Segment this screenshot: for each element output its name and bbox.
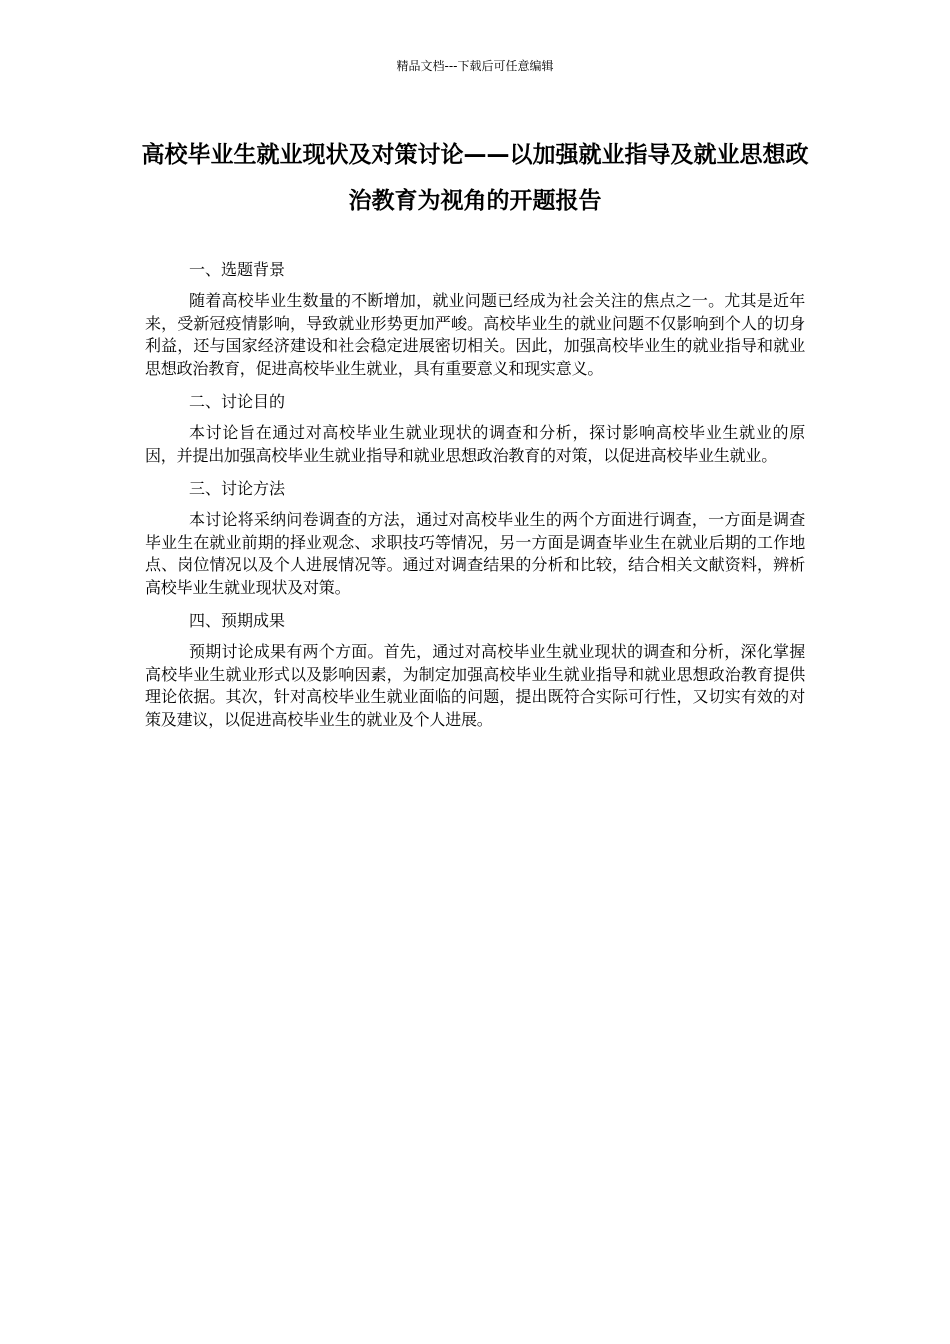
section-body-method: 本讨论将采纳问卷调查的方法，通过对高校毕业生的两个方面进行调查，一方面是调查毕业生在就业前期的择业观念、求职技巧等情况，另一方面是调查毕业生在就业后期的工作地点、岗位情况以及个人进展情况等。通过对调查结果的分析和比较，结合相关文献资料，辨析高校毕业生就业现状及对策。 [145, 510, 805, 597]
section-body-background: 随着高校毕业生数量的不断增加，就业问题已经成为社会关注的焦点之一。尤其是近年来，受新冠疫情影响，导致就业形势更加严峻。高校毕业生的就业问题不仅影响到个人的切身利益，还与国家经济建设和社会稳定进展密切相关。因此，加强高校毕业生的就业指导和就业思想政治教育，促进高校毕业生就业，具有重要意义和现实意义。 [145, 291, 805, 378]
section-heading-background: 一、选题背景 [189, 260, 286, 279]
section-body-purpose: 本讨论旨在通过对高校毕业生就业现状的调查和分析，探讨影响高校毕业生就业的原因，并提出加强高校毕业生就业指导和就业思想政治教育的对策，以促进高校毕业生就业。 [145, 423, 805, 465]
page-header-note: 精品文档---下载后可任意编辑 [396, 59, 554, 73]
document-body [145, 256, 805, 739]
section-heading-purpose: 二、讨论目的 [189, 392, 286, 411]
section-body-outcomes: 预期讨论成果有两个方面。首先，通过对高校毕业生就业现状的调查和分析，深化掌握高校毕业生就业形式以及影响因素，为制定加强高校毕业生就业指导和就业思想政治教育提供理论依据。其次，针对高校毕业生就业面临的问题，提出既符合实际可行性，又切实有效的对策及建议，以促进高校毕业生的就业及个人进展。 [145, 642, 805, 729]
document-title: 高校毕业生就业现状及对策讨论——以加强就业指导及就业思想政治教育为视角的开题报告 [141, 142, 809, 214]
section-heading-outcomes: 四、预期成果 [189, 611, 286, 630]
section-heading-method: 三、讨论方法 [189, 479, 286, 498]
